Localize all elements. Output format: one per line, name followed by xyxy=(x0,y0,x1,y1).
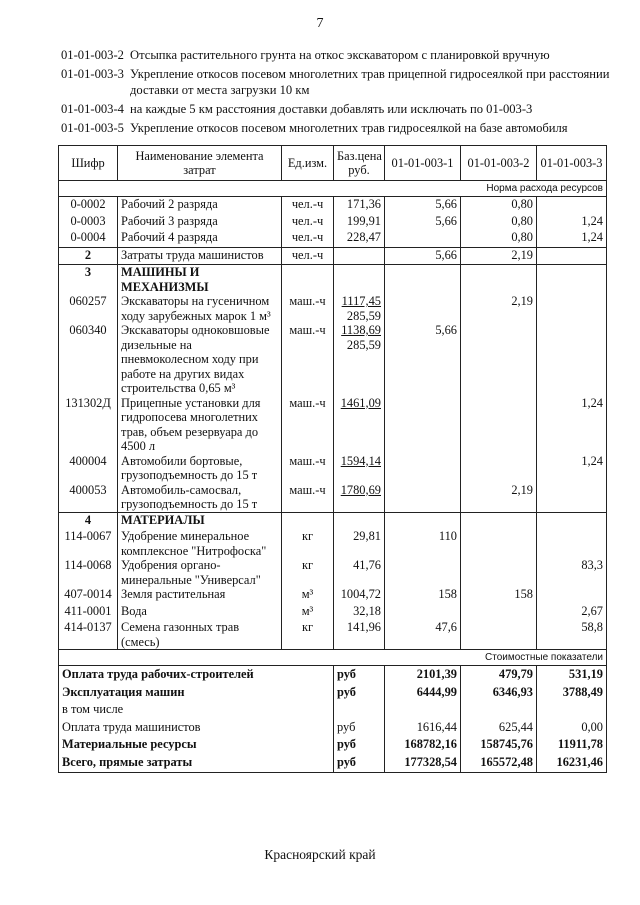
row-value-3: 1,24 xyxy=(537,454,607,483)
footer-region: Красноярский край xyxy=(264,847,376,862)
row-price xyxy=(334,247,385,265)
row-price xyxy=(334,483,385,513)
row-price-total: 1461,09 xyxy=(340,395,381,410)
row-name: Удобрения органо-минеральные "Универсал" xyxy=(118,558,282,587)
row-unit: маш.-ч xyxy=(282,396,334,454)
row-value-3 xyxy=(537,197,607,214)
empty-cell xyxy=(461,512,537,529)
row-value-3 xyxy=(537,483,607,513)
summary-unit: руб xyxy=(334,719,385,737)
table-row xyxy=(59,323,607,396)
row-name: Семена газонных трав (смесь) xyxy=(118,620,282,650)
table-row xyxy=(59,294,607,323)
row-price xyxy=(334,323,385,396)
summary-label: Всего, прямые затраты xyxy=(59,754,334,772)
header-unit: Ед.изм. xyxy=(282,146,334,181)
summary-label: Оплата труда рабочих-строителей xyxy=(59,666,334,684)
empty-cell xyxy=(537,265,607,295)
row-code: 0-0004 xyxy=(59,230,118,247)
table-row xyxy=(59,214,607,231)
section-code: 4 xyxy=(59,512,118,529)
row-price xyxy=(334,294,385,323)
row-code: 400004 xyxy=(59,454,118,483)
summary-unit: руб xyxy=(334,666,385,684)
row-unit: кг xyxy=(282,529,334,558)
section-headings xyxy=(61,47,631,139)
row-code: 0-0003 xyxy=(59,214,118,231)
summary-label: в том числе xyxy=(59,701,334,719)
table-row xyxy=(59,454,607,483)
row-name: Земля растительная xyxy=(118,587,282,604)
summary-value-1: 6444,99 xyxy=(385,684,461,702)
row-code: 060340 xyxy=(59,323,118,396)
row-value-1 xyxy=(385,558,461,587)
row-price: 41,76 xyxy=(334,558,385,587)
row-value-3: 1,24 xyxy=(537,396,607,454)
empty-cell xyxy=(334,265,385,295)
header-col2: 01-01-003-2 xyxy=(461,146,537,181)
row-unit: кг xyxy=(282,558,334,587)
section-row xyxy=(59,265,607,295)
section-row xyxy=(59,512,607,529)
row-value-3 xyxy=(537,247,607,265)
row-value-2: 2,19 xyxy=(461,294,537,323)
row-name: Вода xyxy=(118,604,282,621)
summary-value-3: 11911,78 xyxy=(537,736,607,754)
summary-row xyxy=(59,701,607,719)
row-price: 141,96 xyxy=(334,620,385,650)
row-name: Удобрение минеральное комплексное "Нитрофоска" xyxy=(118,529,282,558)
row-code: 114-0068 xyxy=(59,558,118,587)
row-value-2 xyxy=(461,558,537,587)
row-code: 411-0001 xyxy=(59,604,118,621)
table-row xyxy=(59,230,607,247)
summary-row xyxy=(59,736,607,754)
table-row xyxy=(59,529,607,558)
summary-value-1: 177328,54 xyxy=(385,754,461,772)
row-unit: чел.-ч xyxy=(282,214,334,231)
row-value-3: 1,24 xyxy=(537,214,607,231)
row-value-3 xyxy=(537,529,607,558)
row-name: Рабочий 4 разряда xyxy=(118,230,282,247)
table-row xyxy=(59,604,607,621)
row-value-3 xyxy=(537,587,607,604)
row-code: 060257 xyxy=(59,294,118,323)
row-value-1 xyxy=(385,604,461,621)
row-unit: маш.-ч xyxy=(282,483,334,513)
empty-cell xyxy=(461,265,537,295)
row-value-1: 5,66 xyxy=(385,197,461,214)
summary-value-2: 479,79 xyxy=(461,666,537,684)
heading-row xyxy=(61,101,631,117)
header-col3: 01-01-003-3 xyxy=(537,146,607,181)
row-value-3: 83,3 xyxy=(537,558,607,587)
row-name: Рабочий 2 разряда xyxy=(118,197,282,214)
summary-value-2: 625,44 xyxy=(461,719,537,737)
row-value-1: 110 xyxy=(385,529,461,558)
row-value-1: 5,66 xyxy=(385,214,461,231)
row-value-2: 2,19 xyxy=(461,247,537,265)
heading-text: Укрепление откосов посевом многолетних трав прицепной гидросеялкой при расстоянии доставки от места загрузки 10 км xyxy=(130,67,610,97)
table-row xyxy=(59,483,607,513)
summary-value-2: 6346,93 xyxy=(461,684,537,702)
row-value-2 xyxy=(461,396,537,454)
row-name: Автомобиль-самосвал, грузоподъемность до 15 т xyxy=(118,483,282,513)
summary-value-3: 531,19 xyxy=(537,666,607,684)
heading-code: 01-01-003-4 xyxy=(61,102,124,116)
row-price-total: 1594,14 xyxy=(340,453,381,468)
summary-value-2 xyxy=(461,701,537,719)
row-name: Экскаваторы одноковшовые дизельные на пневмоколесном ходу при работе на других видах строительства 0,65 м³ xyxy=(118,323,282,396)
summary-value-1: 1616,44 xyxy=(385,719,461,737)
row-value-2 xyxy=(461,529,537,558)
norm-label xyxy=(59,181,607,197)
section-code: 3 xyxy=(59,265,118,295)
heading-row xyxy=(61,66,631,98)
row-price: 32,18 xyxy=(334,604,385,621)
row-value-2: 158 xyxy=(461,587,537,604)
resource-norms-table xyxy=(58,145,607,773)
heading-row xyxy=(61,47,631,63)
table-row xyxy=(59,620,607,650)
row-value-1 xyxy=(385,454,461,483)
summary-label: Оплата труда машинистов xyxy=(59,719,334,737)
row-value-2: 2,19 xyxy=(461,483,537,513)
row-value-2 xyxy=(461,604,537,621)
summary-value-1 xyxy=(385,701,461,719)
row-value-3: 58,8 xyxy=(537,620,607,650)
row-price: 29,81 xyxy=(334,529,385,558)
row-price: 228,47 xyxy=(334,230,385,247)
row-name: Экскаваторы на гусеничном ходу зарубежных марок 1 м³ xyxy=(118,294,282,323)
summary-value-2: 165572,48 xyxy=(461,754,537,772)
summary-row xyxy=(59,666,607,684)
heading-code: 01-01-003-5 xyxy=(61,121,124,135)
empty-cell xyxy=(385,265,461,295)
row-price-machinist: 285,59 xyxy=(346,337,381,352)
summary-row xyxy=(59,719,607,737)
row-code: 400053 xyxy=(59,483,118,513)
heading-row xyxy=(61,120,631,136)
row-value-1 xyxy=(385,294,461,323)
row-value-2: 0,80 xyxy=(461,197,537,214)
summary-value-3: 0,00 xyxy=(537,719,607,737)
summary-unit xyxy=(334,701,385,719)
header-code: Шифр xyxy=(59,146,118,181)
empty-cell xyxy=(334,512,385,529)
summary-value-2: 158745,76 xyxy=(461,736,537,754)
row-price-total: 1780,69 xyxy=(340,482,381,497)
row-price xyxy=(334,454,385,483)
row-value-1: 5,66 xyxy=(385,247,461,265)
row-price-total: 1138,69 xyxy=(341,323,381,337)
row-unit: маш.-ч xyxy=(282,323,334,396)
row-code: 114-0067 xyxy=(59,529,118,558)
row-price-machinist: 285,59 xyxy=(346,308,381,323)
summary-unit: руб xyxy=(334,736,385,754)
row-code: 2 xyxy=(59,247,118,265)
row-value-2 xyxy=(461,323,537,396)
cost-label-cell: Стоимостные показатели xyxy=(59,650,607,666)
row-code: 131302Д xyxy=(59,396,118,454)
row-value-2 xyxy=(461,454,537,483)
empty-cell xyxy=(282,265,334,295)
heading-text: Отсыпка растительного грунта на откос экскаватором с планировкой вручную xyxy=(130,48,550,62)
table-row xyxy=(59,587,607,604)
empty-cell xyxy=(385,512,461,529)
page-number: 7 xyxy=(316,16,324,31)
cost-label xyxy=(59,650,607,666)
row-value-1: 47,6 xyxy=(385,620,461,650)
row-value-1: 5,66 xyxy=(385,323,461,396)
row-value-3 xyxy=(537,294,607,323)
row-code: 414-0137 xyxy=(59,620,118,650)
summary-unit: руб xyxy=(334,754,385,772)
section-name: МАТЕРИАЛЫ xyxy=(118,512,282,529)
heading-text: на каждые 5 км расстояния доставки добавлять или исключать по 01-003-3 xyxy=(130,102,533,116)
row-name: Автомобили бортовые, грузоподъемность до 15 т xyxy=(118,454,282,483)
summary-value-3: 3788,49 xyxy=(537,684,607,702)
row-value-2: 0,80 xyxy=(461,230,537,247)
summary-unit: руб xyxy=(334,684,385,702)
table-row xyxy=(59,396,607,454)
table-row xyxy=(59,558,607,587)
row-name: Прицепные установки для гидропосева многолетних трав, объем резервуара до 4500 л xyxy=(118,396,282,454)
row-value-1 xyxy=(385,396,461,454)
row-price xyxy=(334,396,385,454)
norm-label-cell: Норма расхода ресурсов xyxy=(59,181,607,197)
row-value-1: 158 xyxy=(385,587,461,604)
row-price: 171,36 xyxy=(334,197,385,214)
section-name: МАШИНЫ И МЕХАНИЗМЫ xyxy=(118,265,282,295)
row-code: 407-0014 xyxy=(59,587,118,604)
row-name: Затраты труда машинистов xyxy=(118,247,282,265)
heading-code: 01-01-003-2 xyxy=(61,48,124,62)
header-price: Баз.цена руб. xyxy=(334,146,385,181)
summary-row xyxy=(59,754,607,772)
summary-label: Эксплуатация машин xyxy=(59,684,334,702)
summary-value-1: 168782,16 xyxy=(385,736,461,754)
row-unit: маш.-ч xyxy=(282,294,334,323)
row-value-3: 2,67 xyxy=(537,604,607,621)
row-name: Рабочий 3 разряда xyxy=(118,214,282,231)
empty-cell xyxy=(282,512,334,529)
row-unit: чел.-ч xyxy=(282,230,334,247)
row-value-3: 1,24 xyxy=(537,230,607,247)
summary-value-3 xyxy=(537,701,607,719)
row-unit: маш.-ч xyxy=(282,454,334,483)
table-row xyxy=(59,197,607,214)
row-unit: кг xyxy=(282,620,334,650)
row-value-3 xyxy=(537,323,607,396)
row-value-1 xyxy=(385,230,461,247)
summary-label: Материальные ресурсы xyxy=(59,736,334,754)
row-unit: чел.-ч xyxy=(282,247,334,265)
row-value-2: 0,80 xyxy=(461,214,537,231)
row-unit: чел.-ч xyxy=(282,197,334,214)
empty-cell xyxy=(537,512,607,529)
heading-text: Укрепление откосов посевом многолетних трав гидросеялкой на базе автомобиля xyxy=(130,121,568,135)
row-unit: м³ xyxy=(282,604,334,621)
header-col1: 01-01-003-1 xyxy=(385,146,461,181)
summary-value-1: 2101,39 xyxy=(385,666,461,684)
row-price: 1004,72 xyxy=(334,587,385,604)
row-value-1 xyxy=(385,483,461,513)
summary-value-3: 16231,46 xyxy=(537,754,607,772)
row-code: 0-0002 xyxy=(59,197,118,214)
table-header-row xyxy=(59,146,607,181)
header-name: Наименование элемента затрат xyxy=(118,146,282,181)
row-price-total: 1117,45 xyxy=(341,294,381,308)
table-row xyxy=(59,247,607,265)
heading-code: 01-01-003-3 xyxy=(61,67,124,81)
row-value-2 xyxy=(461,620,537,650)
row-price: 199,91 xyxy=(334,214,385,231)
summary-row xyxy=(59,684,607,702)
row-unit: м³ xyxy=(282,587,334,604)
